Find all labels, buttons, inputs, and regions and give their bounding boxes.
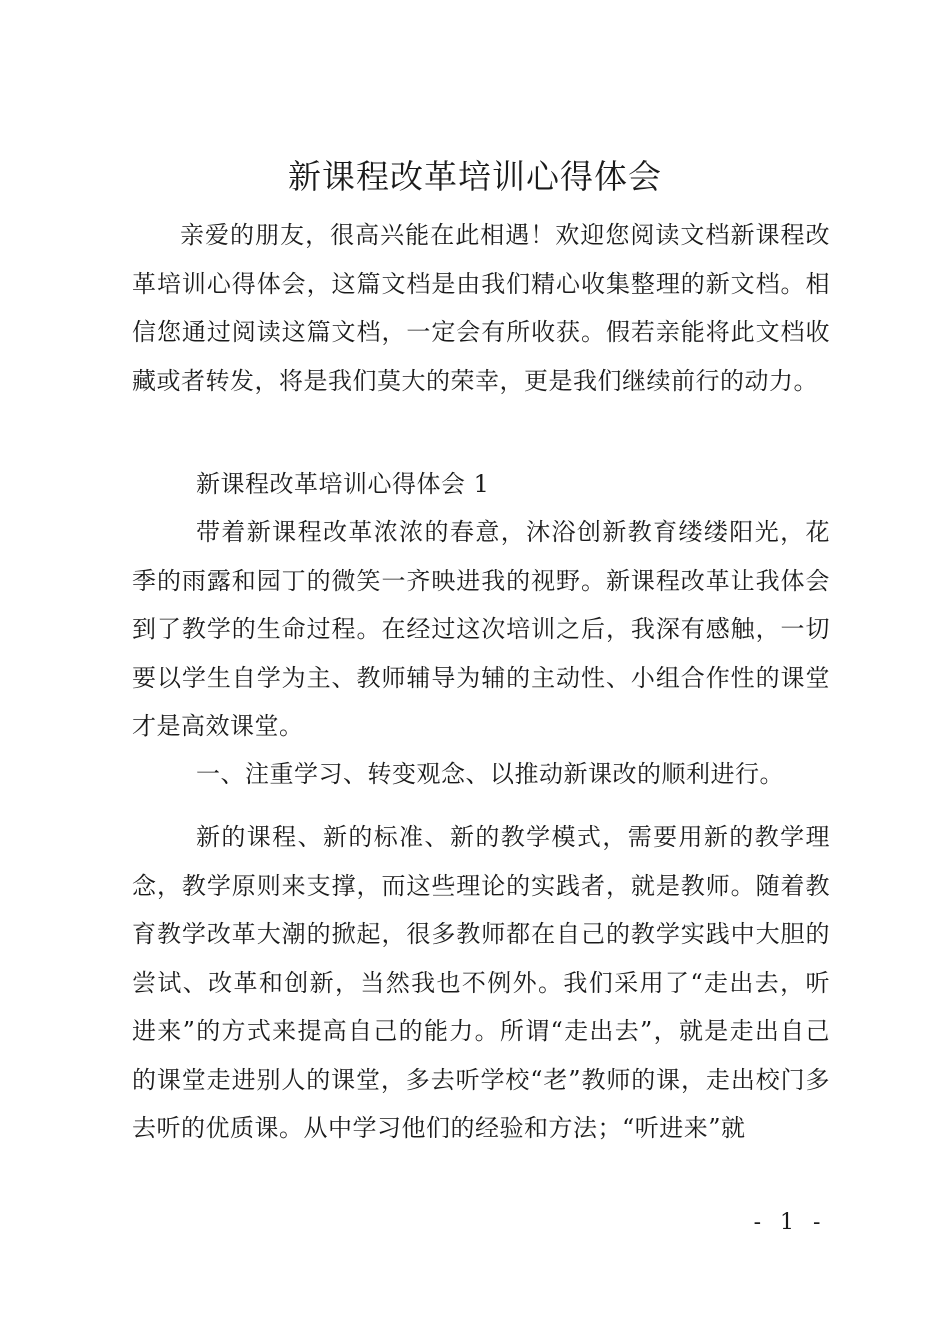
intro-paragraph: 亲爱的朋友，很高兴能在此相遇！欢迎您阅读文档新课程改革培训心得体会，这篇文档是由我们精心收集整理的新文档。相信您通过阅读这篇文档，一定会有所收获。假若亲能将此文档收藏或者转发，将是我们莫大的荣幸，更是我们继续前行的动力。 xyxy=(132,221,830,395)
heading-1: 一、注重学习、转变观念、以推动新课改的顺利进行。 xyxy=(196,760,784,788)
page-number: - 1 - xyxy=(753,1210,827,1235)
section-title: 新课程改革培训心得体会 1 xyxy=(196,470,490,498)
document-title: 新课程改革培训心得体会 xyxy=(288,157,662,196)
paragraph-2: 新的课程、新的标准、新的教学模式，需要用新的教学理念，教学原则来支撑，而这些理论的实践者，就是教师。随着教育教学改革大潮的掀起，很多教师都在自己的教学实践中大胆的尝试、改革和创新，当然我也不例外。我们采用了“走出去，听进来”的方式来提高自己的能力。所谓“走出去”，就是走出自己的课堂走进别人的课堂，多去听学校“老”教师的课，走出校门多去听的优质课。从中学习他们的经验和方法；“听进来”就 xyxy=(132,823,830,1142)
paragraph-1: 带着新课程改革浓浓的春意，沐浴创新教育缕缕阳光，花季的雨露和园丁的微笑一齐映进我的视野。新课程改革让我体会到了教学的生命过程。在经过这次培训之后，我深有感触，一切要以学生自学为主、教师辅导为辅的主动性、小组合作性的课堂才是高效课堂。 xyxy=(132,518,830,740)
